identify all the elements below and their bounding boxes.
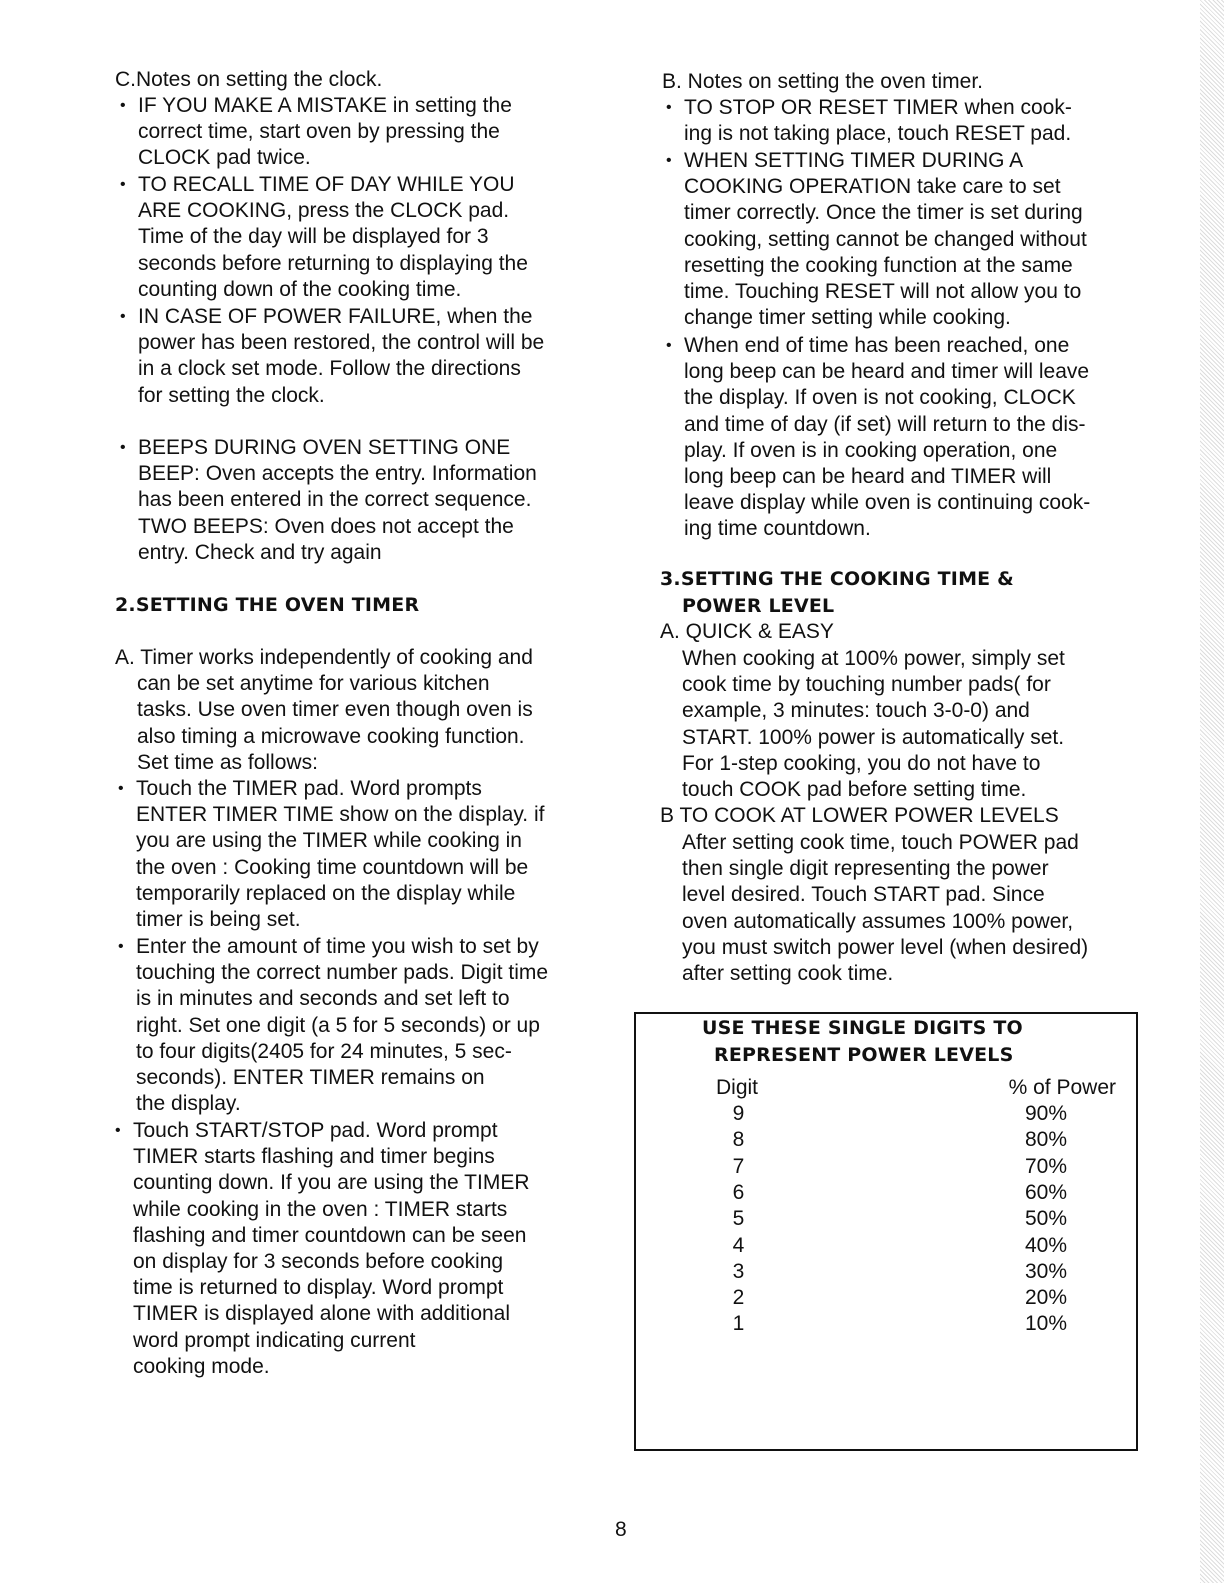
timer-notes-title: B. Notes on setting the oven timer. (662, 70, 984, 93)
clock-notes-title: C.Notes on setting the clock. (115, 68, 383, 91)
text-line: ing time countdown. (684, 517, 871, 541)
text-line: to four digits(2405 for 24 minutes, 5 sec- (136, 1039, 512, 1063)
text-line: When cooking at 100% power, simply set (682, 647, 1065, 670)
section-heading-cooking-time (660, 566, 1014, 619)
text-line: ing is not taking place, touch RESET pad. (684, 122, 1072, 146)
lower-power-text (682, 830, 1088, 987)
text-line: temporarily replaced on the display while (136, 881, 516, 905)
text-line: A. Timer works independently of cooking and (115, 646, 533, 669)
text-line: then single digit representing the power (682, 857, 1049, 881)
power-cell: 50% (1024, 1207, 1068, 1231)
bullet-icon: • (120, 308, 126, 325)
table-row (716, 1285, 1096, 1311)
column-header-power: % of Power (1008, 1076, 1116, 1099)
text-line: For 1-step cooking, you do not have to (682, 751, 1041, 775)
power-cell: 30% (1024, 1259, 1068, 1283)
table-row (716, 1127, 1096, 1153)
text-line: TO RECALL TIME OF DAY WHILE YOU (138, 173, 515, 196)
digit-cell: 6 (732, 1180, 745, 1204)
digit-cell: 9 (732, 1102, 745, 1125)
text-line: is in minutes and seconds and set left to (136, 987, 510, 1011)
text-line: change timer setting while cooking. (684, 306, 1011, 330)
text-line: TO STOP OR RESET TIMER when cook- (684, 96, 1072, 119)
text-line: correct time, start oven by pressing the (138, 120, 500, 144)
timer-note-bullet (666, 148, 1087, 331)
bullet-icon: • (118, 780, 124, 797)
text-line: the display. (136, 1092, 241, 1116)
text-line: timer is being set. (136, 907, 301, 931)
text-line: in a clock set mode. Follow the directions (138, 357, 521, 381)
power-cell: 10% (1024, 1312, 1068, 1336)
section-heading-oven-timer: 2.SETTING THE OVEN TIMER (115, 594, 420, 616)
text-line: while cooking in the oven : TIMER starts (133, 1197, 508, 1221)
text-line: IF YOU MAKE A MISTAKE in setting the (138, 94, 512, 117)
text-line: seconds). ENTER TIMER remains on (136, 1065, 485, 1089)
timer-bullet (118, 776, 544, 933)
clock-note-bullet (120, 435, 537, 566)
digit-cell: 4 (732, 1233, 745, 1257)
text-line: After setting cook time, touch POWER pad (682, 831, 1079, 854)
text-line: CLOCK pad twice. (138, 146, 311, 170)
bullet-icon: • (120, 97, 126, 114)
table-row (716, 1206, 1096, 1232)
text-line: ARE COOKING, press the CLOCK pad. (138, 199, 510, 223)
text-line: long beep can be heard and timer will leave (684, 360, 1090, 384)
digit-cell: 1 (732, 1312, 745, 1336)
bullet-icon: • (666, 99, 672, 116)
text-line: long beep can be heard and TIMER will (684, 464, 1052, 488)
text-line: oven automatically assumes 100% power, (682, 909, 1074, 933)
text-line: resetting the cooking function at the same (684, 253, 1073, 277)
text-line: touching the correct number pads. Digit time (136, 961, 549, 985)
text-line: example, 3 minutes: touch 3-0-0) and (682, 699, 1030, 723)
power-cell: 40% (1024, 1233, 1068, 1257)
text-line: counting down of the cooking time. (138, 277, 462, 301)
heading-line: POWER LEVEL (682, 594, 835, 617)
text-line: touch COOK pad before setting time. (682, 777, 1027, 801)
digit-cell: 2 (732, 1286, 745, 1310)
table-row (716, 1180, 1096, 1206)
text-line: tasks. Use oven timer even though oven is (137, 698, 533, 722)
text-line: after setting cook time. (682, 961, 894, 985)
text-line: can be set anytime for various kitchen (137, 672, 490, 696)
power-cell: 80% (1024, 1128, 1068, 1152)
timer-note-bullet (666, 333, 1090, 543)
text-line: leave display while oven is continuing cook- (684, 491, 1091, 515)
text-line: the oven : Cooking time countdown will be (136, 855, 529, 879)
clock-note-bullet (120, 304, 544, 409)
bullet-icon: • (118, 938, 124, 955)
text-line: you are using the TIMER while cooking in (136, 829, 522, 853)
text-line: Set time as follows: (137, 750, 318, 774)
text-line: flashing and timer countdown can be seen (133, 1223, 527, 1247)
digit-cell: 3 (732, 1259, 745, 1283)
power-cell: 20% (1024, 1286, 1068, 1310)
clock-note-bullet (120, 93, 512, 172)
lower-power-title: B TO COOK AT LOWER POWER LEVELS (660, 804, 1059, 827)
text-line: Enter the amount of time you wish to set by (136, 935, 539, 958)
timer-note-bullet (666, 95, 1072, 147)
text-line: ENTER TIMER TIME show on the display. if (136, 803, 545, 827)
text-line: also timing a microwave cooking function. (137, 724, 525, 748)
text-line: cook time by touching number pads( for (682, 673, 1051, 697)
power-levels-table (634, 1012, 1138, 1451)
quick-easy-text (682, 646, 1065, 803)
text-line: BEEP: Oven accepts the entry. Information (138, 462, 537, 486)
timer-paragraph-a (115, 645, 533, 776)
text-line: has been entered in the correct sequence. (138, 488, 532, 512)
timer-bullet (118, 934, 548, 1117)
text-line: TIMER is displayed alone with additional (133, 1302, 511, 1326)
bullet-icon: • (666, 152, 672, 169)
table-title-line: REPRESENT POWER LEVELS (714, 1043, 1014, 1066)
digit-cell: 5 (732, 1207, 745, 1231)
power-cell: 90% (1024, 1102, 1068, 1125)
table-row (716, 1311, 1096, 1337)
text-line: time. Touching RESET will not allow you to (684, 279, 1082, 303)
text-line: When end of time has been reached, one (684, 334, 1070, 357)
quick-easy-title: A. QUICK & EASY (660, 620, 834, 643)
text-line: cooking, setting cannot be changed without (684, 227, 1087, 251)
timer-bullet (115, 1118, 530, 1380)
table-header (716, 1075, 1116, 1101)
digit-cell: 7 (732, 1154, 745, 1178)
text-line: right. Set one digit (a 5 for 5 seconds) or up (136, 1013, 540, 1037)
text-line: timer correctly. Once the timer is set during (684, 201, 1083, 225)
text-line: START. 100% power is automatically set. (682, 725, 1065, 749)
scan-edge-strip (1200, 0, 1224, 1583)
bullet-icon: • (666, 337, 672, 354)
text-line: level desired. Touch START pad. Since (682, 883, 1045, 907)
text-line: word prompt indicating current (133, 1328, 416, 1352)
bullet-icon: • (120, 176, 126, 193)
text-line: for setting the clock. (138, 383, 325, 407)
text-line: IN CASE OF POWER FAILURE, when the (138, 305, 533, 328)
table-title (702, 1015, 1023, 1068)
text-line: play. If oven is in cooking operation, one (684, 438, 1058, 462)
text-line: cooking mode. (133, 1354, 270, 1378)
text-line: COOKING OPERATION take care to set (684, 175, 1061, 199)
table-row (716, 1259, 1096, 1285)
table-title-line: USE THESE SINGLE DIGITS TO (702, 1017, 1023, 1039)
text-line: time is returned to display. Word prompt (133, 1276, 504, 1300)
text-line: TWO BEEPS: Oven does not accept the (138, 514, 514, 538)
text-line: Touch the TIMER pad. Word prompts (136, 777, 482, 800)
text-line: on display for 3 seconds before cooking (133, 1249, 504, 1273)
text-line: BEEPS DURING OVEN SETTING ONE (138, 436, 511, 459)
table-row (716, 1154, 1096, 1180)
text-line: Touch START/STOP pad. Word prompt (133, 1119, 498, 1142)
heading-line: 3.SETTING THE COOKING TIME & (660, 568, 1014, 590)
power-cell: 60% (1024, 1180, 1068, 1204)
digit-cell: 8 (732, 1128, 745, 1152)
text-line: WHEN SETTING TIMER DURING A (684, 149, 1024, 172)
text-line: power has been restored, the control will be (138, 331, 545, 355)
text-line: entry. Check and try again (138, 540, 382, 564)
page-number: 8 (615, 1518, 627, 1541)
text-line: and time of day (if set) will return to the dis- (684, 412, 1086, 436)
clock-note-bullet (120, 172, 528, 303)
text-line: you must switch power level (when desired) (682, 935, 1089, 959)
column-header-digit: Digit (716, 1076, 759, 1099)
text-line: counting down. If you are using the TIMER (133, 1171, 530, 1195)
text-line: Time of the day will be displayed for 3 (138, 225, 489, 249)
text-line: seconds before returning to displaying the (138, 251, 528, 275)
power-cell: 70% (1024, 1154, 1068, 1178)
table-row (716, 1101, 1096, 1127)
bullet-icon: • (115, 1122, 121, 1139)
table-row (716, 1233, 1096, 1259)
text-line: the display. If oven is not cooking, CLOCK (684, 386, 1076, 410)
text-line: TIMER starts flashing and timer begins (133, 1145, 495, 1169)
bullet-icon: • (120, 439, 126, 456)
